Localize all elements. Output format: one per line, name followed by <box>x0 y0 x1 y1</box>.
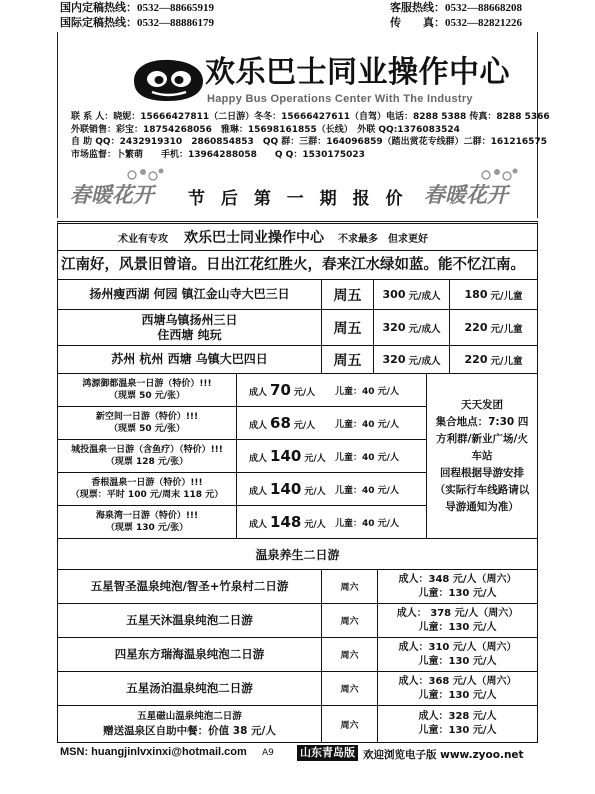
contact-line-supervision: 市场监督：卜繁萌 手机：13964288058 Q Q：1530175023 <box>71 150 365 161</box>
logo-title: 欢乐巴士同业操作中心 <box>205 55 510 90</box>
price-amount: 220 <box>464 353 488 366</box>
adult-price <box>374 280 450 310</box>
adult-price: 成人： 378 元/人（周六） <box>396 607 519 619</box>
child-price: 儿童：40 元/人 <box>335 485 399 496</box>
adult-price <box>249 513 335 531</box>
price-amount: 300 <box>382 288 406 301</box>
trip-price <box>378 672 537 706</box>
hot-spring-two-day-table <box>58 570 537 742</box>
adult-label: 成人 <box>249 388 268 398</box>
adult-price <box>374 346 450 374</box>
trip-name: 四星东方瑞海温泉纯泡二日游 <box>58 638 322 672</box>
price-amount: 148 <box>270 513 302 531</box>
price-unit: 元/人 <box>304 454 326 464</box>
hot-spring-price <box>237 374 427 407</box>
tour-name-line: 苏州 杭州 西塘 乌镇大巴四日 <box>111 352 268 366</box>
tour-name <box>58 346 322 374</box>
hot-spring-name <box>58 506 237 539</box>
page-title: 节 后 第 一 期 报 价 <box>188 189 408 209</box>
msn-contact: MSN: huangjinlvxinxi@hotmail.com <box>60 746 247 758</box>
departure-day: 周五 <box>322 346 374 374</box>
trip-price <box>378 638 537 672</box>
spring-art-text: 春暖花开 <box>424 183 508 207</box>
departure-day: 周六 <box>322 604 378 638</box>
price-unit: 元/儿童 <box>490 290 523 302</box>
adult-price <box>249 447 335 465</box>
adult-price: 成人：310 元/人（周六） <box>398 641 517 653</box>
departure-day: 周五 <box>322 280 374 310</box>
ticket-price: （现票 128 元/张） <box>105 457 189 467</box>
price-unit: 元/人 <box>304 487 326 497</box>
hot-spring-price <box>237 407 427 440</box>
price-amount: 220 <box>464 321 488 334</box>
departure-day: 周六 <box>322 638 378 672</box>
return-note: 回程根据导游安排（实际行车线路请以导游通知为准） <box>434 466 530 513</box>
child-price: 儿童：40 元/人 <box>335 386 399 397</box>
tour-name <box>58 310 322 346</box>
child-price <box>450 280 537 310</box>
tour-name <box>58 280 322 310</box>
hot-spring-name <box>58 473 237 506</box>
fax-number: 传 真：0532—82821226 <box>390 17 522 29</box>
child-price: 儿童：130 元/人 <box>418 655 497 667</box>
adult-label: 成人 <box>249 520 268 530</box>
slogan-row <box>58 224 537 251</box>
meal-gift-note: 赠送温泉区自助中餐：价值 38 元/人 <box>103 725 276 737</box>
ticket-price: （现票 50 元/张） <box>108 424 186 434</box>
adult-price <box>249 480 335 498</box>
price-unit: 元/儿童 <box>490 355 523 367</box>
child-price: 儿童：130 元/人 <box>418 587 497 599</box>
hot-spring-name <box>58 440 237 473</box>
trip-price <box>378 706 537 742</box>
child-price: 儿童：40 元/人 <box>335 518 399 529</box>
bus-logo-icon <box>130 56 206 104</box>
child-price: 儿童：40 元/人 <box>335 419 399 430</box>
child-price: 儿童：130 元/人 <box>418 725 497 736</box>
child-price <box>450 310 537 346</box>
trip-name: 五星天沐温泉纯泡二日游 <box>58 604 322 638</box>
international-hotline: 国际定稿热线：0532—88886179 <box>60 17 214 29</box>
price-amount: 320 <box>382 353 406 366</box>
price-unit: 元/成人 <box>408 355 441 367</box>
tour-name-line: 住西塘 纯玩 <box>157 327 222 342</box>
departure-day: 周六 <box>322 570 378 604</box>
child-price: 儿童：130 元/人 <box>418 689 497 701</box>
adult-label: 成人 <box>249 454 268 464</box>
price-unit: 元/人 <box>293 421 316 431</box>
trip-name: 城投温泉一日游（含鱼疗）（特价）!!! <box>71 445 223 455</box>
hot-spring-name <box>58 374 237 407</box>
child-price: 儿童：40 元/人 <box>335 452 399 463</box>
tour-name-line: 扬州瘦西湖 何园 镇江金山寺大巴三日 <box>89 287 290 301</box>
price-unit: 元/人 <box>304 520 326 530</box>
trip-name: 五星智圣温泉纯泡/智圣+竹泉村二日游 <box>58 570 322 604</box>
slogan-center: 欢乐巴士同业操作中心 <box>184 230 324 246</box>
adult-price <box>249 381 335 399</box>
price-unit: 元/人 <box>293 388 316 398</box>
adult-label: 成人 <box>249 421 268 431</box>
child-price: 儿童：130 元/人 <box>418 621 497 633</box>
ticket-price: （现票 50 元/张） <box>108 391 186 401</box>
page-footer <box>60 745 538 763</box>
departure-notice <box>427 374 537 539</box>
trip-name: 鸿源御都温泉一日游（特价）!!! <box>82 379 212 389</box>
contact-line-sales: 外联销售：彩宝：18754268056 雅琳：15698161855（长线） 外联 QQ:1376083524 <box>71 124 460 135</box>
price-unit: 元/成人 <box>408 290 441 302</box>
two-day-section-title: 温泉养生二日游 <box>58 539 537 570</box>
trip-name <box>58 706 322 742</box>
child-price <box>450 346 537 374</box>
tour-name-line: 西塘乌镇扬州三日 <box>141 312 238 327</box>
price-amount: 140 <box>270 447 302 465</box>
trip-price <box>378 570 537 604</box>
meeting-point: 集合地点：7:30 四方利群/新业广场/火车站 <box>435 415 529 462</box>
adult-price: 成人：368 元/人（周六） <box>398 675 517 687</box>
adult-price <box>374 310 450 346</box>
departure-day: 周五 <box>322 310 374 346</box>
price-unit: 元/成人 <box>408 323 441 335</box>
hot-spring-name <box>58 407 237 440</box>
adult-price <box>249 414 335 432</box>
poem-line: 江南好，风景旧曾谙。日出江花红胜火，春来江水绿如蓝。能不忆江南。 <box>58 251 537 280</box>
price-amount: 180 <box>464 288 488 301</box>
price-amount: 320 <box>382 321 406 334</box>
service-hotline: 客服热线：0532—88668208 <box>390 2 522 14</box>
departure-day: 周六 <box>322 672 378 706</box>
contact-info <box>71 111 550 162</box>
trip-name: 香根温泉一日游（特价）!!! <box>91 478 203 488</box>
logo-subtitle: Happy Bus Operations Center With The Industry <box>207 93 473 105</box>
hot-spring-price <box>237 506 427 539</box>
adult-price: 成人：328 元/人 <box>418 711 497 722</box>
tour-price-table <box>58 280 537 374</box>
page-number: A9 <box>262 748 274 758</box>
price-amount: 140 <box>270 480 302 498</box>
adult-price: 成人：348 元/人（周六） <box>398 573 517 585</box>
trip-name: 五星汤泊温泉纯泡二日游 <box>58 672 322 706</box>
slogan-left: 术业有专攻 <box>118 233 168 245</box>
spring-art-right <box>422 166 522 210</box>
price-amount: 70 <box>270 381 291 399</box>
trip-price <box>378 604 537 638</box>
trip-name: 新空间一日游（特价）!!! <box>95 412 199 422</box>
contact-line-qq: 自 助 QQ：2432919310 2860854853 QQ 群：三群：164096859（踏出赏花专线群）二群：161216575 <box>71 137 547 148</box>
spring-art-text: 春暖花开 <box>70 183 154 207</box>
hot-spring-price <box>237 440 427 473</box>
adult-label: 成人 <box>249 487 268 497</box>
price-amount: 68 <box>270 414 291 432</box>
slogan-right: 不求最多 但求更好 <box>338 233 428 245</box>
departure-day: 周六 <box>322 706 378 742</box>
trip-name-line: 五星磁山温泉纯泡二日游 <box>137 711 242 722</box>
ticket-price: （现票 130 元/张） <box>105 523 189 533</box>
hot-spring-price <box>237 473 427 506</box>
header-hotlines-left <box>60 1 214 31</box>
price-list <box>57 221 538 743</box>
edition-badge: 山东青岛版 <box>297 745 358 761</box>
trip-name: 海泉湾一日游（特价）!!! <box>95 511 199 521</box>
ticket-price: （现票：平时 100 元/周末 118 元） <box>70 490 224 500</box>
domestic-hotline: 国内定稿热线：0532—88665919 <box>60 2 214 14</box>
spring-art-left <box>68 166 168 210</box>
contact-line-contacts: 联 系 人：晓妮：15666427811（二日游）冬冬：15666427611（自驾）电话：8288 5388 传真：8288 5366 <box>71 112 550 122</box>
hot-spring-day-table <box>58 374 537 539</box>
website-text: 欢迎浏览电子版 www.zyoo.net <box>363 749 524 761</box>
header-hotlines-right <box>390 1 522 31</box>
daily-departure: 天天发团 <box>461 398 503 411</box>
price-unit: 元/儿童 <box>490 323 523 335</box>
